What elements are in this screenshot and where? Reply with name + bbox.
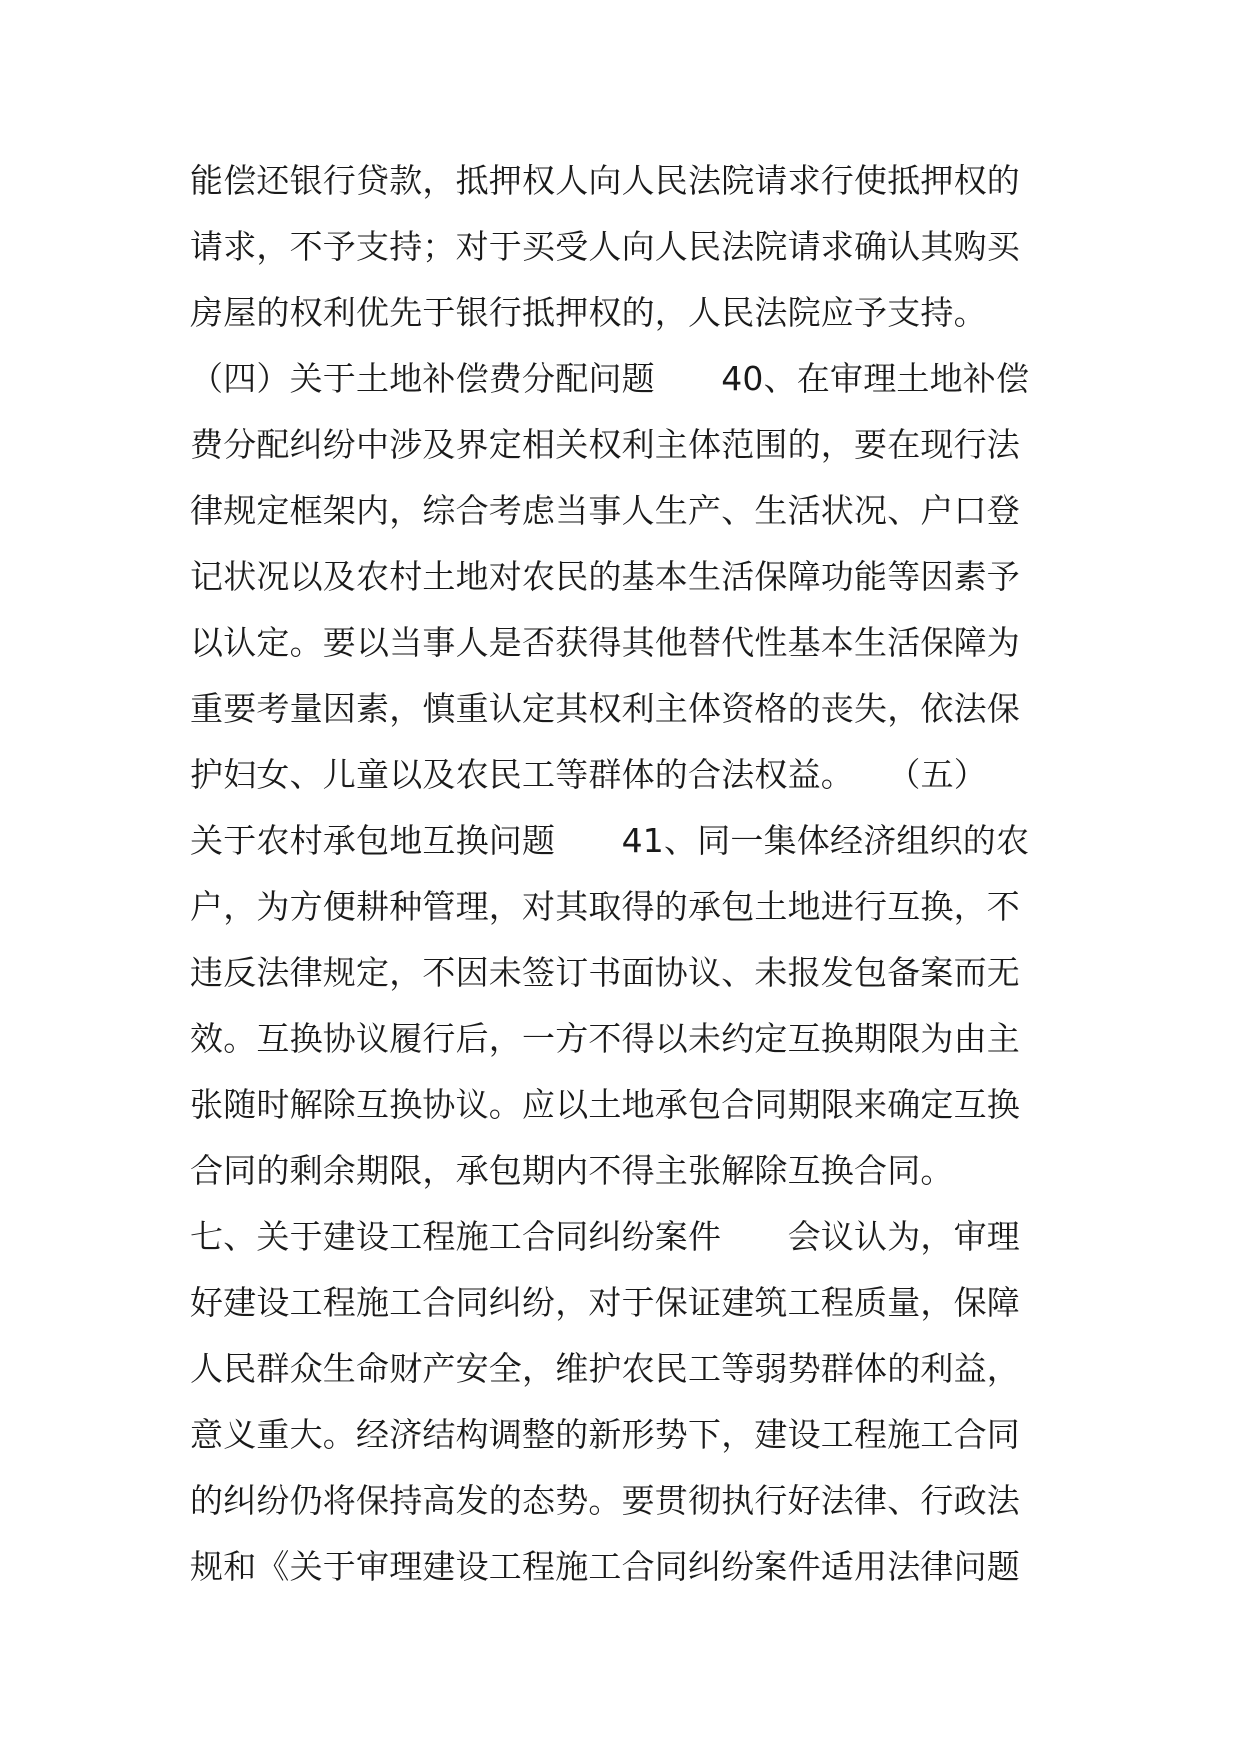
text-line: （四）关于土地补偿费分配问题 40、在审理土地补偿 <box>190 359 1030 398</box>
text-line: 张随时解除互换协议。应以土地承包合同期限来确定互换 <box>190 1085 1020 1124</box>
text-line: 关于农村承包地互换问题 41、同一集体经济组织的农 <box>190 821 1030 860</box>
text-line: 能偿还银行贷款，抵押权人向人民法院请求行使抵押权的 <box>190 161 1020 200</box>
text-line: 记状况以及农村土地对农民的基本生活保障功能等因素予 <box>190 557 1020 596</box>
text-line: 七、关于建设工程施工合同纠纷案件 会议认为，审理 <box>190 1217 1020 1256</box>
text-line: 人民群众生命财产安全，维护农民工等弱势群体的利益， <box>190 1349 1020 1388</box>
text-line: 规和《关于审理建设工程施工合同纠纷案件适用法律问题 <box>190 1547 1020 1586</box>
body-text <box>190 148 1050 1600</box>
text-line: 效。互换协议履行后，一方不得以未约定互换期限为由主 <box>190 1019 1020 1058</box>
text-line: 重要考量因素，慎重认定其权利主体资格的丧失，依法保 <box>190 689 1020 728</box>
text-line: 意义重大。经济结构调整的新形势下，建设工程施工合同 <box>190 1415 1020 1454</box>
text-line: 违反法律规定，不因未签订书面协议、未报发包备案而无 <box>190 953 1020 992</box>
text-line: 请求，不予支持；对于买受人向人民法院请求确认其购买 <box>190 227 1020 266</box>
text-line: 律规定框架内，综合考虑当事人生产、生活状况、户口登 <box>190 491 1020 530</box>
text-line: 房屋的权利优先于银行抵押权的，人民法院应予支持。 <box>190 293 987 332</box>
text-line: 费分配纠纷中涉及界定相关权利主体范围的，要在现行法 <box>190 425 1020 464</box>
text-line: 以认定。要以当事人是否获得其他替代性基本生活保障为 <box>190 623 1020 662</box>
text-line: 护妇女、儿童以及农民工等群体的合法权益。 （五） <box>190 755 987 794</box>
text-line: 的纠纷仍将保持高发的态势。要贯彻执行好法律、行政法 <box>190 1481 1020 1520</box>
text-line: 好建设工程施工合同纠纷，对于保证建筑工程质量，保障 <box>190 1283 1020 1322</box>
text-line: 户，为方便耕种管理，对其取得的承包土地进行互换，不 <box>190 887 1020 926</box>
text-line: 合同的剩余期限，承包期内不得主张解除互换合同。 <box>190 1151 954 1190</box>
